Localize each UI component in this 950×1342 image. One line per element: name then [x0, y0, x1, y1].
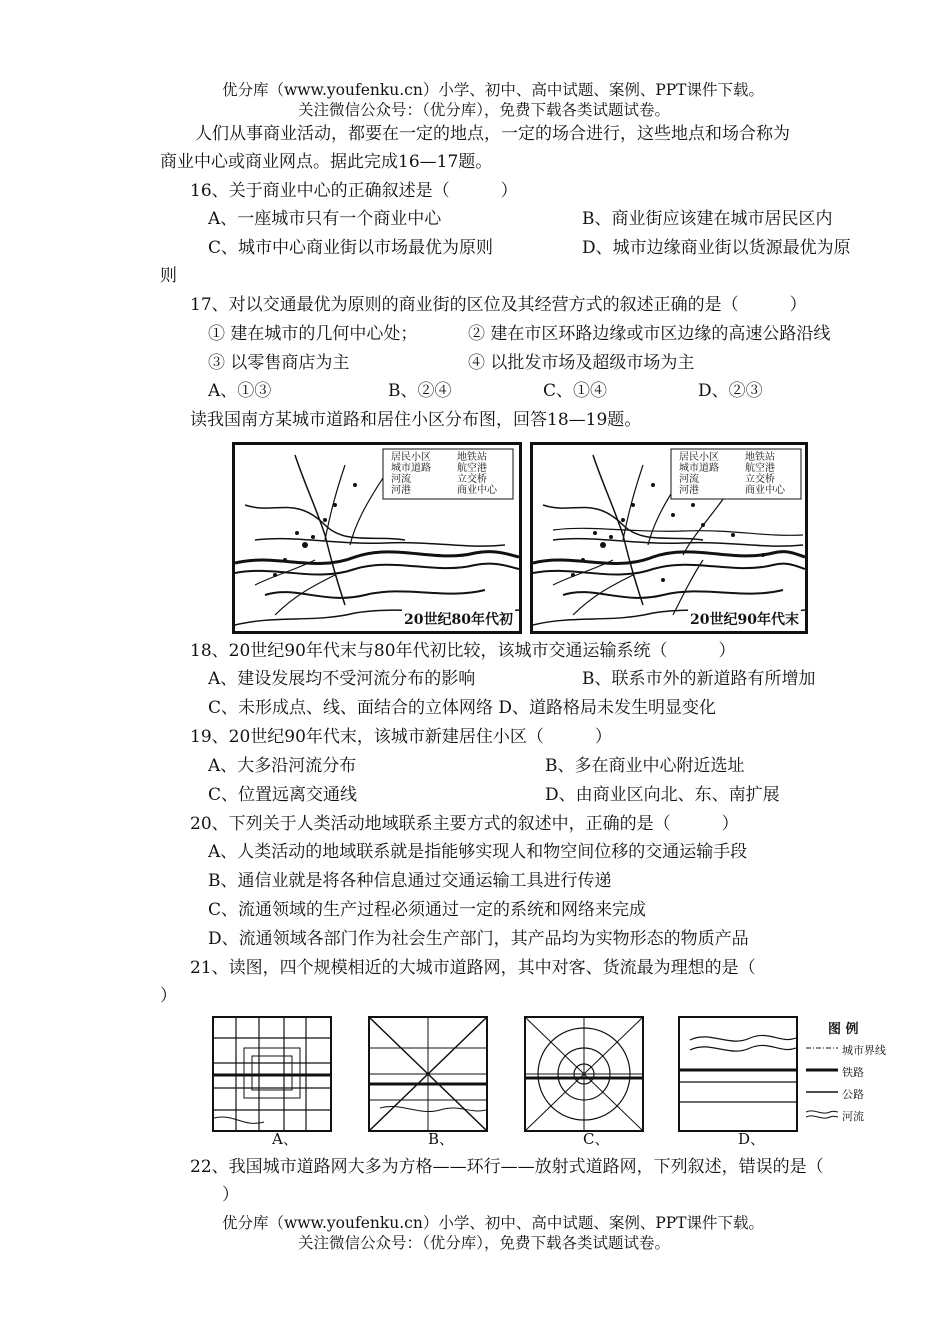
- q19-option-d: D、由商业区向北、东、南扩展: [545, 785, 780, 805]
- q19-stem: 19、20世纪90年代末，该城市新建居住小区（ ）: [190, 727, 612, 747]
- q20-option-a: A、人类活动的地域联系就是指能够实现人和物空间位移的交通运输手段: [208, 842, 748, 862]
- legend-river: 河流: [391, 474, 411, 485]
- intro-line-1: 人们从事商业活动，都要在一定的地点，一定的场合进行，这些地点和场合称为: [195, 124, 790, 144]
- legend2-road: 城市道路: [679, 463, 719, 474]
- legend2-interchange: 立交桥: [745, 474, 775, 485]
- q19-option-b: B、多在商业中心附近选址: [545, 756, 745, 776]
- road-network-d: [678, 1016, 798, 1132]
- legend2-metro: 地铁站: [745, 452, 775, 463]
- q17-option-c: C、①④: [543, 381, 608, 401]
- legend2-airport: 航空港: [745, 463, 775, 474]
- map-caption-1980s: 20世纪80年代初: [402, 609, 515, 629]
- q21-stem-cont: ）: [160, 986, 177, 1006]
- road-network-b: [368, 1016, 488, 1132]
- legend-railway: 铁路: [842, 1066, 864, 1079]
- q21-stem: 21、读图，四个规模相近的大城市道路网，其中对客、货流最为理想的是（: [190, 958, 756, 978]
- q17-option-a: A、①③: [208, 381, 272, 401]
- legend-highway: 公路: [842, 1088, 864, 1101]
- road-network-a: [212, 1016, 332, 1132]
- legend-port: 河港: [391, 485, 411, 496]
- q16-option-d-cont: 则: [160, 266, 177, 286]
- q20-option-c: C、流通领域的生产过程必须通过一定的系统和网络来完成: [208, 900, 647, 920]
- city-map-1990s: [530, 442, 808, 634]
- network-legend-title: 图 例: [828, 1022, 859, 1037]
- legend-residential: 居民小区: [391, 452, 431, 463]
- q17-choice-2: ② 建在市区环路边缘或市区边缘的高速公路沿线: [468, 324, 831, 344]
- q16-option-d: D、城市边缘商业街以货源最优为原: [582, 238, 851, 258]
- q17-choice-3: ③ 以零售商店为主: [208, 353, 350, 373]
- q17-stem: 17、对以交通最优为原则的商业街的区位及其经营方式的叙述正确的是（ ）: [190, 295, 807, 315]
- network-label-b: B、: [428, 1130, 455, 1148]
- legend-river: 河流: [842, 1110, 864, 1123]
- q18-option-a: A、建设发展均不受河流分布的影响: [208, 669, 476, 689]
- header-line-1: 优分库（www.youfenku.cn）小学、初中、高中试题、案例、PPT课件下载。: [222, 81, 765, 99]
- q16-stem: 16、关于商业中心的正确叙述是（ ）: [190, 181, 518, 201]
- q16-option-c: C、城市中心商业街以市场最优为原则: [208, 238, 494, 258]
- q18-option-b: B、联系市外的新道路有所增加: [582, 669, 816, 689]
- intro-line-2: 商业中心或商业网点。据此完成16—17题。: [160, 152, 493, 172]
- header-line-2: 关注微信公众号：（优分库），免费下载各类试题试卷。: [298, 101, 671, 119]
- legend-airport: 航空港: [457, 463, 487, 474]
- q20-option-d: D、流通领域各部门作为社会生产部门，其产品均为实物形态的物质产品: [208, 929, 749, 949]
- q16-option-a: A、一座城市只有一个商业中心: [208, 209, 442, 229]
- q22-stem-cont: ）: [222, 1185, 239, 1205]
- legend2-river: 河流: [679, 474, 699, 485]
- network-label-d: D、: [738, 1130, 766, 1148]
- q20-option-b: B、通信业就是将各种信息通过交通运输工具进行传递: [208, 871, 612, 891]
- city-map-1980s: [232, 442, 522, 634]
- road-network-c: [524, 1016, 644, 1132]
- q18-option-cd: C、未形成点、线、面结合的立体网络 D、道路格局未发生明显变化: [208, 698, 717, 718]
- network-label-c: C、: [583, 1130, 610, 1148]
- q19-option-a: A、大多沿河流分布: [208, 756, 357, 776]
- legend-road: 城市道路: [391, 463, 431, 474]
- q17-option-b: B、②④: [388, 381, 452, 401]
- q22-stem: 22、我国城市道路网大多为方格——环行——放射式道路网，下列叙述，错误的是（: [190, 1157, 824, 1177]
- q18-stem: 18、20世纪90年代末与80年代初比较，该城市交通运输系统（ ）: [190, 641, 736, 661]
- q20-stem: 20、下列关于人类活动地域联系主要方式的叙述中，正确的是（ ）: [190, 814, 739, 834]
- read-map-instruction: 读我国南方某城市道路和居住小区分布图，回答18—19题。: [190, 410, 642, 430]
- footer-line-2: 关注微信公众号：（优分库），免费下载各类试题试卷。: [298, 1234, 671, 1252]
- footer-line-1: 优分库（www.youfenku.cn）小学、初中、高中试题、案例、PPT课件下载。: [222, 1214, 765, 1232]
- legend-city-boundary: 城市界线: [842, 1044, 886, 1057]
- q17-choice-4: ④ 以批发市场及超级市场为主: [468, 353, 695, 373]
- legend-metro: 地铁站: [457, 452, 487, 463]
- legend2-port: 河港: [679, 485, 699, 496]
- legend2-business: 商业中心: [745, 485, 785, 496]
- legend2-residential: 居民小区: [679, 452, 719, 463]
- network-legend-symbols: [806, 1042, 838, 1122]
- q16-option-b: B、商业街应该建在城市居民区内: [582, 209, 833, 229]
- network-label-a: A、: [272, 1130, 298, 1148]
- q17-option-d: D、②③: [698, 381, 763, 401]
- map-caption-1990s: 20世纪90年代末: [688, 609, 801, 629]
- q19-option-c: C、位置远离交通线: [208, 785, 358, 805]
- q17-choice-1: ① 建在城市的几何中心处；: [208, 324, 418, 344]
- legend-interchange: 立交桥: [457, 474, 487, 485]
- legend-business: 商业中心: [457, 485, 497, 496]
